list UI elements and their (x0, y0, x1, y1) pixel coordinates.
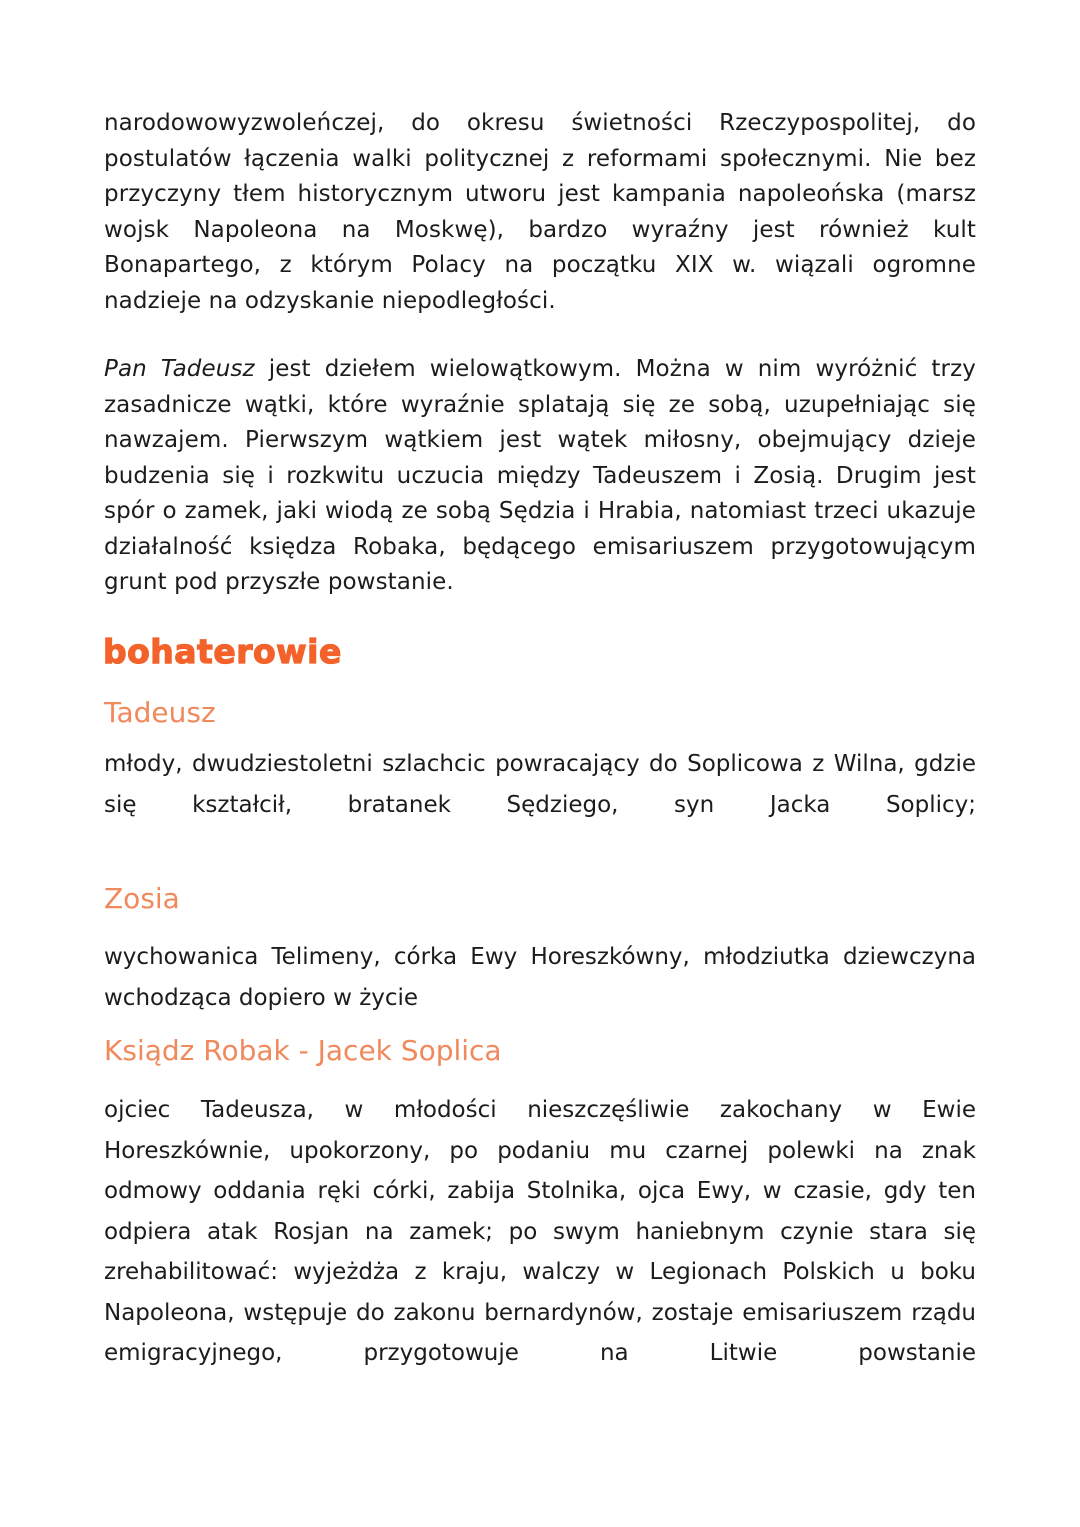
character-description-zosia: wychowanica Telimeny, córka Ewy Horeszkówny, młodziutka dziewczyna wchodząca dopiero w życie (104, 944, 976, 1011)
character-description-robak: ojciec Tadeusza, w młodości nieszczęśliwie zakochany w Ewie Horeszkównie, upokorzony, po podaniu mu czarnej polewki na znak odmowy oddania ręki córki, zabija Stolnika, ojca Ewy, w czasie, gdy ten odpiera atak Rosjan na zamek; po swym haniebnym czynie stara się zrehabilitować: wyjeżdża z kraju, walczy w Legionach Polskich u boku Napoleona, wstępuje do zakonu bernardynów, zostaje emisariuszem rządu emigracyjnego, przygotowuje na Litwie powstanie (104, 1097, 976, 1366)
intro-paragraph-1: narodowowyzwoleńczej, do okresu świetności Rzeczypospolitej, do postulatów łączenia walki politycznej z reformami społecznymi. Nie bez przyczyny tłem historycznym utworu jest kampania napoleońska (marsz wojsk Napoleona na Moskwę), bardzo wyraźny jest również kult Bonapartego, z którym Polacy na początku XIX w. wiązali ogromne nadzieje na odzyskanie niepodległości. (104, 110, 976, 314)
character-name-robak: Ksiądz Robak - Jacek Soplica (104, 1034, 502, 1067)
intro-paragraph-2-text: jest dziełem wielowątkowym. Można w nim wyróżnić trzy zasadnicze wątki, które wyraźnie splatają się ze sobą, uzupełniając się nawzajem. Pierwszym wątkiem jest wątek miłosny, obejmujący dzieje budzenia się i rozkwitu uczucia między Tadeuszem i Zosią. Drugim jest spór o zamek, jaki wiodą ze sobą Sędzia i Hrabia, natomiast trzeci ukazuje działalność księdza Robaka, będącego emisariuszem przygotowującym grunt pod przyszłe powstanie. (104, 356, 976, 595)
character-name-zosia: Zosia (104, 882, 180, 915)
section-title-bohaterowie: bohaterowie (103, 632, 342, 671)
character-description-tadeusz: młody, dwudziestoletni szlachcic powracający do Soplicowa z Wilna, gdzie się kształcił, bratanek Sędziego, syn Jacka Soplicy; (104, 751, 976, 818)
character-name-tadeusz: Tadeusz (104, 696, 216, 729)
work-title: Pan Tadeusz (104, 356, 255, 382)
intro-paragraph-2 (104, 352, 976, 601)
